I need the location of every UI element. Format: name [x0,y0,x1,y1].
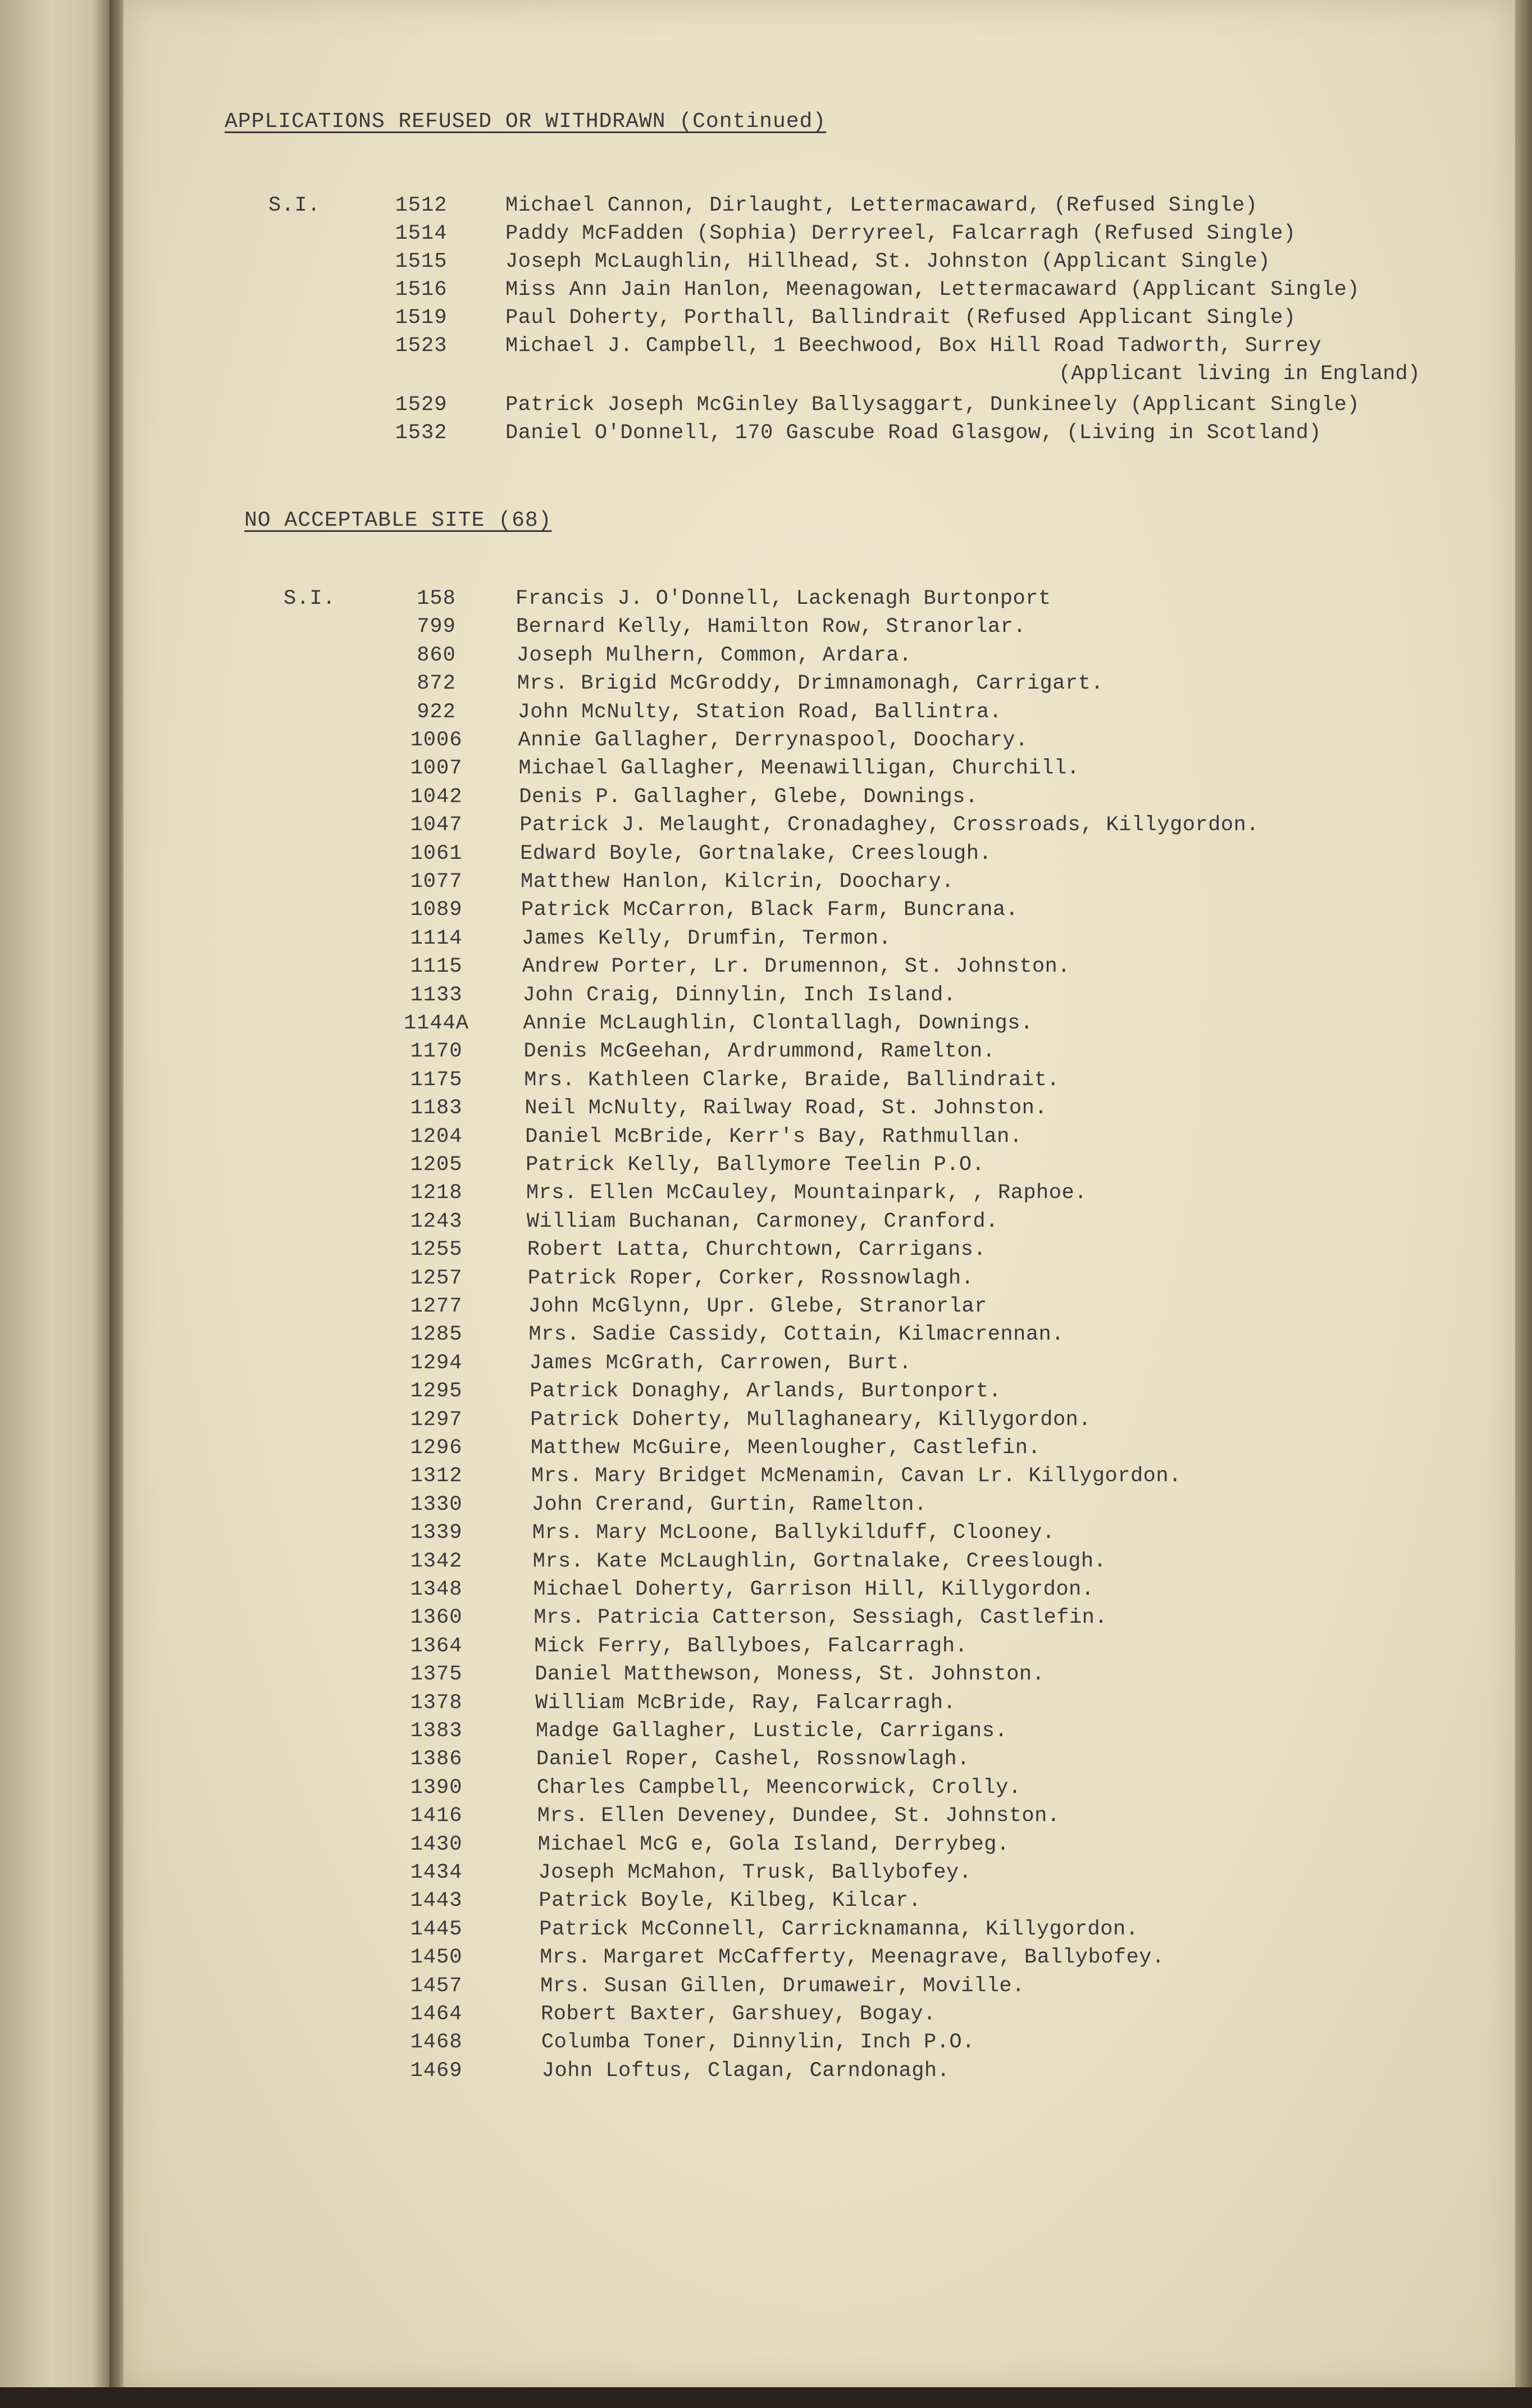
entry-text: Andrew Porter, Lr. Drumennon, St. Johnston. [522,955,1070,978]
list-item [0,672,1515,698]
entry-text: John McNulty, Station Road, Ballintra. [517,700,1002,724]
entry-number: 922 [417,700,456,724]
entry-text: Patrick J. Melaught, Cronadaghey, Crossroads, Killygordon. [519,813,1259,837]
entry-number: 1255 [410,1238,463,1262]
entry-text: Patrick Roper, Corker, Rossnowlagh. [527,1267,974,1290]
entry-number: 1430 [410,1833,463,1856]
entry-number: 1360 [410,1606,463,1629]
entry-text: Matthew Hanlon, Kilcrin, Doochary. [521,870,954,894]
list-item [0,1380,1515,1405]
list-item [0,2002,1515,2028]
list-item [0,1181,1515,1207]
entry-number: 860 [417,644,456,667]
list-item [0,1493,1515,1519]
entry-text: Daniel Matthewson, Moness, St. Johnston. [535,1663,1045,1686]
list-item [0,1295,1515,1321]
list-item [0,1578,1515,1604]
entry-number: 1204 [410,1125,463,1149]
entry-text: Mrs. Mary McLoone, Ballykilduff, Clooney. [532,1521,1055,1545]
entry-number: 1434 [410,1861,463,1884]
entry-number: 1170 [410,1040,463,1063]
entry-number: 1114 [410,927,463,950]
list-item [0,1861,1515,1887]
list-item [0,306,1515,332]
entry-number: 1218 [410,1181,463,1205]
entry-text: Joseph Mulhern, Common, Ardara. [516,644,912,667]
list-item [0,2031,1515,2056]
section-heading-no-site: NO ACCEPTABLE SITE (68) [244,508,552,532]
page-bottom-edge [0,2387,1532,2408]
list-item [0,1323,1515,1349]
entry-number: 1297 [410,1408,463,1432]
entry-text: Michael McG e, Gola Island, Derrybeg. [537,1833,1010,1856]
entry-number: 1468 [410,2031,463,2054]
entry-text: Madge Gallagher, Lusticle, Carrigans. [536,1719,1008,1743]
list-item [0,1464,1515,1490]
list-item [0,870,1515,896]
entry-text: Mrs. Kate McLaughlin, Gortnalake, Creeslough. [532,1550,1107,1573]
list-item [0,1012,1515,1037]
entry-number: 1386 [410,1747,463,1771]
entry-number: 1342 [410,1550,463,1573]
list-item [0,729,1515,754]
entry-text: Michael Doherty, Garrison Hill, Killygordon. [533,1578,1095,1601]
list-item [0,644,1515,670]
entry-number: 1061 [410,842,463,866]
entry-text: Mrs. Ellen McCauley, Mountainpark, , Raphoe. [526,1181,1087,1205]
entry-number: 1205 [410,1153,463,1177]
entry-number: 1457 [410,1974,463,1998]
list-item [0,1238,1515,1264]
entry-number: 1339 [410,1521,463,1545]
entry-number: 1514 [395,222,448,245]
entry-text: Charles Campbell, Meencorwick, Crolly. [536,1776,1022,1800]
entry-text: Paul Doherty, Porthall, Ballindrait (Refused Applicant Single) [505,306,1296,330]
list-item [0,1040,1515,1066]
entry-number: 1512 [395,194,448,217]
entry-text: Mrs. Margaret McCafferty, Meenagrave, Ballybofey. [540,1946,1165,1969]
list-item [0,1946,1515,1972]
entry-number: 1312 [410,1464,463,1488]
entry-continuation: (Applicant living in England) [1059,362,1420,386]
entry-number: 1243 [410,1210,463,1233]
list-item [0,1974,1515,2000]
entry-number: 1348 [410,1578,463,1601]
list-item [0,984,1515,1009]
entry-number: 1089 [410,898,463,922]
list-item [0,813,1515,839]
list-item [0,1436,1515,1462]
entry-text: Mrs. Ellen Deveney, Dundee, St. Johnston. [537,1804,1060,1828]
entry-number: 1443 [410,1889,463,1913]
entry-text: Mrs. Mary Bridget McMenamin, Cavan Lr. Killygordon. [531,1464,1182,1488]
entry-number: 1183 [410,1096,463,1120]
list-item [0,1691,1515,1717]
list-item [0,1804,1515,1830]
entry-text: John Craig, Dinnylin, Inch Island. [522,984,956,1007]
entry-number: 1469 [410,2059,463,2083]
entry-number: 1529 [395,393,448,417]
entry-text: Daniel McBride, Kerr's Bay, Rathmullan. [525,1125,1023,1149]
entry-text: Annie Gallagher, Derrynaspool, Doochary. [518,729,1028,752]
entry-number: 1047 [410,813,463,837]
entry-text: Joseph McLaughlin, Hillhead, St. Johnston (Applicant Single) [505,250,1271,274]
list-item [0,1267,1515,1292]
entry-text: Miss Ann Jain Hanlon, Meenagowan, Lettermacaward (Applicant Single) [505,278,1360,302]
list-item [0,1635,1515,1660]
entry-text: Patrick McCarron, Black Farm, Buncrana. [521,898,1019,922]
list-item [0,1408,1515,1434]
list-item [0,334,1515,360]
list-item [0,2059,1515,2085]
list-item [0,1918,1515,1943]
entry-number: 1006 [410,729,463,752]
entry-text: Bernard Kelly, Hamilton Row, Stranorlar. [516,615,1027,639]
list-item [0,615,1515,641]
entry-number: 1378 [410,1691,463,1715]
list-item [0,1719,1515,1745]
entry-number: 1416 [410,1804,463,1828]
entry-number: 1077 [410,870,463,894]
entry-text: Mrs. Susan Gillen, Drumaweir, Moville. [540,1974,1025,1998]
entry-text: John McGlynn, Upr. Glebe, Stranorlar [528,1295,987,1318]
entry-text: Mrs. Kathleen Clarke, Braide, Ballindrait. [524,1068,1060,1092]
entry-text: James Kelly, Drumfin, Termon. [521,927,892,950]
entry-text: John Loftus, Clagan, Carndonagh. [541,2059,950,2083]
entry-number: 1383 [410,1719,463,1743]
entry-text: Annie McLaughlin, Clontallagh, Downings. [523,1012,1033,1035]
list-item [0,1521,1515,1547]
entry-text: Columba Toner, Dinnylin, Inch P.O. [541,2031,975,2054]
list-item [0,785,1515,811]
list-item [0,1210,1515,1236]
entry-text: Joseph McMahon, Trusk, Ballybofey. [538,1861,972,1884]
section-heading-refused: APPLICATIONS REFUSED OR WITHDRAWN (Continued) [225,110,827,134]
entry-number: 1285 [410,1323,463,1346]
entry-text: Mick Ferry, Ballyboes, Falcarragh. [534,1635,968,1658]
entry-text: James McGrath, Carrowen, Burt. [529,1351,912,1375]
entry-text: Robert Latta, Churchtown, Carrigans. [527,1238,987,1262]
entry-number: 1390 [410,1776,463,1800]
list-item [0,927,1515,953]
entry-number: 1445 [410,1918,463,1941]
entry-number: 799 [417,615,456,639]
entry-text: Michael Cannon, Dirlaught, Lettermacaward, (Refused Single) [505,194,1258,217]
entry-number: 1144A [403,1012,469,1035]
list-item [0,842,1515,868]
entry-text: Michael J. Campbell, 1 Beechwood, Box Hill Road Tadworth, Surrey [505,334,1322,358]
entry-text: Daniel Roper, Cashel, Rossnowlagh. [536,1747,970,1771]
list-item [0,757,1515,782]
entry-text: William McBride, Ray, Falcarragh. [535,1691,956,1715]
entry-text: Neil McNulty, Railway Road, St. Johnston. [525,1096,1048,1120]
entry-number: 1295 [410,1380,463,1403]
entry-text: Michael Gallagher, Meenawilligan, Churchill. [518,757,1080,780]
entry-text: Patrick Doherty, Mullaghaneary, Killygordon. [530,1408,1092,1432]
entry-number: 1277 [410,1295,463,1318]
entry-number: 1296 [410,1436,463,1460]
list-item [0,1351,1515,1377]
list-item [0,1068,1515,1094]
list-item [0,393,1515,419]
entry-text: William Buchanan, Carmoney, Cranford. [526,1210,998,1233]
list-item [0,587,1515,613]
entry-text: Matthew McGuire, Meenlougher, Castlefin. [531,1436,1041,1460]
entry-text: Patrick Boyle, Kilbeg, Kilcar. [539,1889,922,1913]
entry-text: Patrick Joseph McGinley Ballysaggart, Dunkineely (Applicant Single) [505,393,1360,417]
entry-number: 1515 [395,250,448,274]
entry-text: Patrick McConnell, Carricknamanna, Killygordon. [539,1918,1139,1941]
list-item [0,1550,1515,1576]
list-item [0,700,1515,726]
entry-number: 1257 [410,1267,463,1290]
list-item [0,1125,1515,1151]
right-page-edge [1515,0,1532,2408]
entry-number: 1519 [395,306,448,330]
entry-number: 158 [417,587,456,611]
si-label: S.I. [268,194,321,217]
list-item [0,955,1515,981]
entry-number: 1133 [410,984,463,1007]
list-item [0,898,1515,924]
entry-text: Patrick Kelly, Ballymore Teelin P.O. [526,1153,985,1177]
entry-number: 1532 [395,421,448,445]
list-item [0,421,1515,447]
entry-text: Francis J. O'Donnell, Lackenagh Burtonport [516,587,1051,611]
list-item [0,194,1515,220]
entry-number: 1175 [410,1068,463,1092]
entry-text: Patrick Donaghy, Arlands, Burtonport. [530,1380,1002,1403]
list-item [0,1663,1515,1688]
entry-text: John Crerand, Gurtin, Ramelton. [531,1493,927,1517]
list-item [0,1833,1515,1859]
entry-text: Daniel O'Donnell, 170 Gascube Road Glasgow, (Living in Scotland) [505,421,1322,445]
entry-number: 1042 [410,785,463,809]
entry-text: Edward Boyle, Gortnalake, Creeslough. [520,842,992,866]
entry-number: 1007 [410,757,463,780]
entry-number: 1516 [395,278,448,302]
entry-number: 872 [417,672,456,695]
list-item [0,222,1515,248]
entry-text: Robert Baxter, Garshuey, Bogay. [541,2002,936,2026]
entry-number: 1464 [410,2002,463,2026]
entry-number: 1115 [410,955,463,978]
entry-number: 1294 [410,1351,463,1375]
list-item [0,1606,1515,1632]
list-item [0,1096,1515,1122]
entry-text: Denis McGeehan, Ardrummond, Ramelton. [523,1040,996,1063]
si-label: S.I. [284,587,336,611]
list-item [0,1889,1515,1915]
list-item [0,1776,1515,1802]
entry-text: Mrs. Sadie Cassidy, Cottain, Kilmacrennan. [528,1323,1064,1346]
list-item [0,1153,1515,1179]
entry-number: 1375 [410,1663,463,1686]
entry-text: Mrs. Brigid McGroddy, Drimnamonagh, Carrigart. [517,672,1104,695]
entry-number: 1523 [395,334,448,358]
entry-text: Mrs. Patricia Catterson, Sessiagh, Castlefin. [534,1606,1108,1629]
entry-number: 1364 [410,1635,463,1658]
list-item [0,278,1515,304]
list-item [0,1747,1515,1773]
list-item [0,250,1515,276]
entry-number: 1450 [410,1946,463,1969]
entry-number: 1330 [410,1493,463,1517]
entry-text: Denis P. Gallagher, Glebe, Downings. [519,785,978,809]
entry-text: Paddy McFadden (Sophia) Derryreel, Falcarragh (Refused Single) [505,222,1296,245]
